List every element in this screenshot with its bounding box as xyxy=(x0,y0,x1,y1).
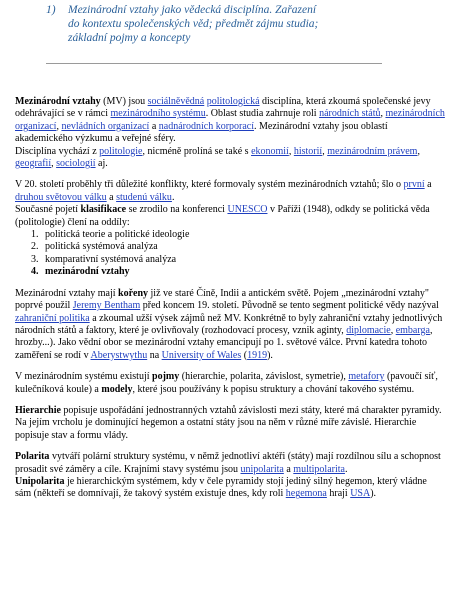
link-studenou-valku[interactable]: studenú válku xyxy=(116,191,172,203)
subdiscipline-list xyxy=(15,229,445,279)
list-item: 3. komparativní systémová analýza xyxy=(41,254,445,266)
link-hegemona[interactable]: hegemona xyxy=(285,488,327,500)
link-unipolarita[interactable]: unipolarita xyxy=(240,463,284,475)
link-1919[interactable]: 1919 xyxy=(247,349,268,361)
paragraph-concepts: V mezinárodním systému existují pojmy (hierarchie, polarita, závislost, symetrie), metafory (pavoučí síť, kulečníková koule) a modely, které jsou používány k popisu struktury a chování takového systému. xyxy=(15,371,438,395)
link-socialnevedna[interactable]: sociálněvědná xyxy=(147,96,205,107)
term-hierarchie: Hierarchie xyxy=(15,404,61,416)
term-unipolarita: Unipolarita xyxy=(15,475,65,487)
term-polarita: Polarita xyxy=(15,451,50,463)
term-klasifikace: klasifikace xyxy=(80,204,127,216)
link-politologicka[interactable]: politologická xyxy=(206,96,260,107)
link-zahranicni-politika[interactable]: zahraniční politika xyxy=(15,312,90,324)
paragraph-hierarchy: Hierarchie popisuje uspořádání jednostranných vztahů závislosti mezi státy, které má charakter pyramidy. Na jejím vrcholu je dominující hegemon a ostatní státy jsou na něm v různé míře závislé. Hierarchie popisuje stav a formu vlády. xyxy=(15,404,442,441)
heading-line-1: Mezinárodní vztahy jako vědecká disciplína. Zařazení xyxy=(68,4,317,16)
link-nadnarodnich-korporaci[interactable]: nadnárodních korporací xyxy=(158,120,255,132)
paragraph-polarity: Polarita vytváří polární struktury systému, v němž jednotliví aktéři (státy) mají rozdílnou sílu a schopnost prosadit své záměry a cíle. Krajními stavy systému jsou unipolarita a multipolarita. xyxy=(15,451,441,475)
link-druhou-svetovou-valku[interactable]: druhou světovou válku xyxy=(15,191,107,203)
link-mezinarodnich-organizaci[interactable]: mezinárodních organizací xyxy=(15,108,445,132)
link-sociologii[interactable]: sociologií xyxy=(56,158,96,170)
link-jeremy-bentham[interactable]: Jeremy Bentham xyxy=(72,300,141,312)
list-item: 2. politická systémová analýza xyxy=(41,241,445,253)
link-mezinarodniho-systemu[interactable]: mezinárodního systému xyxy=(110,108,206,120)
link-geografii[interactable]: geografií xyxy=(15,158,52,170)
link-narodnich-statu[interactable]: národních států xyxy=(319,108,381,120)
term-pojmy: pojmy xyxy=(152,371,180,383)
term-mezinarodni-vztahy: Mezinárodní vztahy xyxy=(15,96,101,107)
link-prvni[interactable]: první xyxy=(403,179,425,191)
heading-line-2: do kontextu společenských věd; předmět zájmu studia; xyxy=(68,18,319,31)
link-metafory[interactable]: metafory xyxy=(348,371,385,383)
link-nevladnich-organizaci[interactable]: nevládních organizací xyxy=(61,120,150,132)
paragraph-disciplines: Disciplína vychází z politologie, nicméně prolíná se také s ekonomií, historií, mezinárodním právem, geografií, sociologií aj. xyxy=(15,145,420,170)
heading-divider xyxy=(46,63,382,64)
link-aberystwythu[interactable]: Aberystwythu xyxy=(90,349,148,361)
article-body xyxy=(15,96,445,501)
link-unesco[interactable]: UNESCO xyxy=(227,204,268,216)
link-usa[interactable]: USA xyxy=(350,488,371,500)
paragraph-conflicts: V 20. století proběhly tři důležité konflikty, které formovaly systém mezinárodních vztahů; šlo o první a druhou světovou válku a studenú válku. xyxy=(15,179,432,203)
heading-number: 1) xyxy=(46,4,56,16)
link-ekonomii[interactable]: ekonomií xyxy=(251,145,289,157)
term-koreny: kořeny xyxy=(118,287,149,299)
heading-line-3: základní pojmy a koncepty xyxy=(68,32,191,45)
list-item: 1. politická teorie a politické ideologie xyxy=(41,229,445,241)
paragraph-unipolarity: Unipolarita je hierarchickým systémem, kdy v čele pyramidy stojí jediný silný hegemon, který vládne sám (někteří se domnívají, že takový systém existuje dnes, kdy roli hegemona hraji USA). xyxy=(15,475,427,500)
link-multipolarita[interactable]: multipolarita xyxy=(293,463,345,475)
section-heading xyxy=(46,3,426,46)
link-diplomacie[interactable]: diplomacie xyxy=(346,324,391,336)
link-historii[interactable]: historií xyxy=(293,145,323,157)
link-embarga[interactable]: embarga xyxy=(395,324,430,336)
link-politologie[interactable]: politologie xyxy=(99,145,143,157)
paragraph-definition: Mezinárodní vztahy (MV) jsou sociálněvědná politologická disciplína, která zkoumá společenské jevy odehrávající se v rámci mezinárodního systému. Oblast studia zahrnuje roli národních států, mezinárodních organizací, nevládních organizací a nadnárodních korporací. Mezinárodní vztahy jsou oblastí akademického výzkumu a veřejné sféry. xyxy=(15,96,445,145)
paragraph-roots: Mezinárodní vztahy mají kořeny již ve staré Číně, Indii a antickém světě. Pojem „mezinárodní vztahy" poprvé použil Jeremy Bentham před koncem 19. století. Původně se tento segment politické vědy nazýval zahraniční politika a zkoumal užší výsek zájmů než MV. Konkrétně to byly zahraniční vztahy jednotlivých národních států a faktory, které je ovlivňovaly (rozhodovací procesy, vznik aginty, diplomacie, embarga, hrozby...). Jako vědní obor se mezinárodní vztahy emancipují po 1. světové válce. První katedra tohoto zaměření se rodí v Aberystwythu na University of Wales (1919). xyxy=(15,287,443,361)
paragraph-classification: Současné pojetí klasifikace se zrodilo na konferenci UNESCO v Paříži (1948), odkdy se politická věda (politologie) člení na oddíly: xyxy=(15,204,430,228)
link-university-of-wales[interactable]: University of Wales xyxy=(161,349,242,361)
link-mezinarodnim-pravem[interactable]: mezinárodním právem xyxy=(327,145,418,157)
term-modely: modely xyxy=(101,383,133,395)
list-item: 4. mezinárodní vztahy xyxy=(41,266,445,278)
